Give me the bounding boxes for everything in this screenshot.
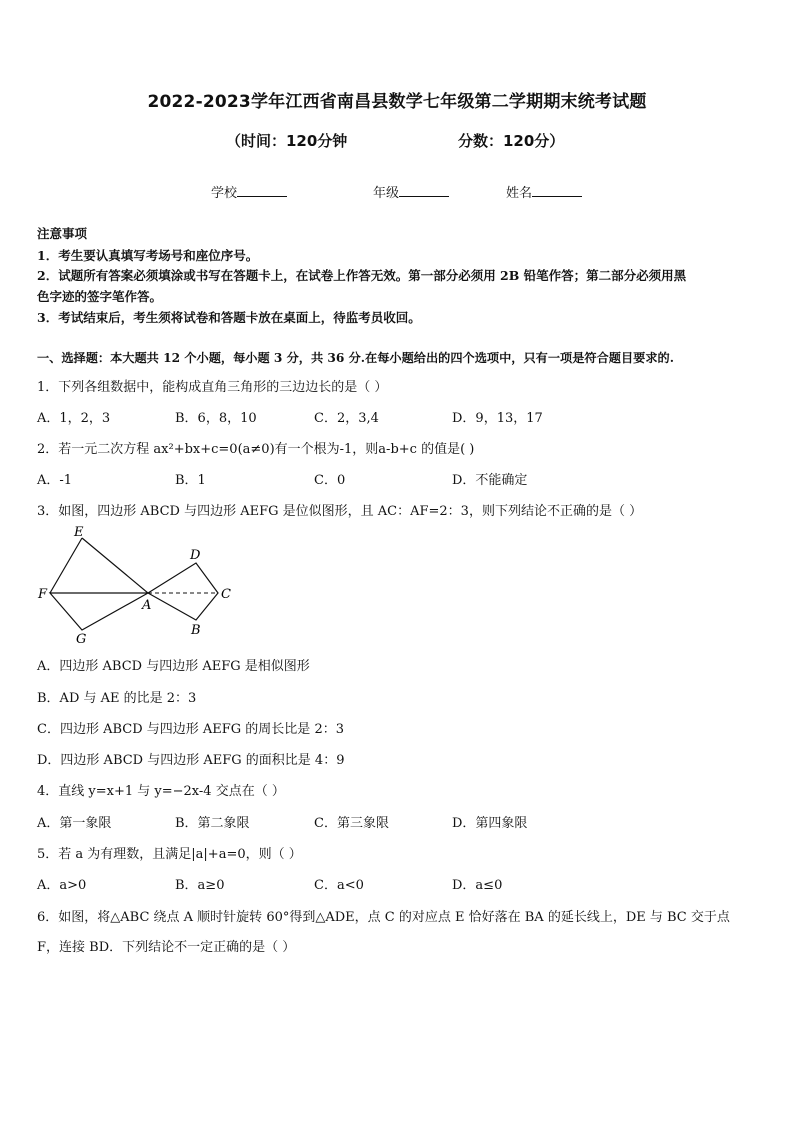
q1-option-b: B．6，8，10 [175, 411, 257, 426]
quad-abcd [148, 563, 218, 620]
quad-aefg [50, 538, 148, 630]
exam-score: 分数：120分） [458, 132, 565, 150]
segment-ef [50, 538, 82, 593]
q3-option-d: D．四边形 ABCD 与四边形 AEFG 的面积比是 4：9 [37, 753, 345, 768]
q5-option-a: A．a>0 [37, 878, 87, 893]
exam-time: （时间：120分钟 [226, 132, 348, 150]
q4-option-b: B．第二象限 [175, 816, 250, 831]
q4-option-a: A．第一象限 [37, 816, 112, 831]
question-3-stem: 3．如图，四边形 ABCD 与四边形 AEFG 是位似图形，且 AC：AF=2：3，则下列结论不正确的是（ ） [37, 504, 643, 519]
q1-option-a: A．1，2，3 [37, 411, 111, 426]
label-b: B [191, 623, 201, 638]
notice-item: 1．考生要认真填写考场号和座位序号。 [37, 248, 259, 263]
q1-option-d: D．9，13，17 [452, 411, 543, 426]
q3-option-c: C．四边形 ABCD 与四边形 AEFG 的周长比是 2：3 [37, 722, 344, 737]
name-label: 姓名 [506, 186, 533, 201]
question-5-stem: 5．若 a 为有理数，且满足|a|+a=0，则（ ） [37, 847, 302, 862]
exam-title: 2022-2023学年江西省南昌县数学七年级第二学期期末统考试题 [147, 92, 647, 112]
label-e: E [74, 525, 84, 540]
grade-field [373, 182, 449, 201]
q4-option-d: D．第四象限 [452, 816, 528, 831]
q5-option-d: D．a≤0 [452, 878, 503, 893]
q4-option-c: C．第三象限 [314, 816, 389, 831]
question-1-stem: 1．下列各组数据中，能构成直角三角形的三边边长的是（ ） [37, 380, 388, 395]
label-a: A [142, 598, 152, 613]
question-6-stem-continued: F，连接 BD．下列结论不一定正确的是（ ） [37, 940, 296, 955]
school-field [211, 182, 287, 201]
q2-option-a: A．-1 [37, 473, 73, 488]
label-d: D [190, 548, 201, 563]
school-label: 学校 [211, 186, 238, 201]
notice-heading: 注意事项 [37, 226, 88, 241]
question-4-stem: 4．直线 y=x+1 与 y=−2x-4 交点在（ ） [37, 784, 285, 799]
notice-item: 3．考试结束后，考生须将试卷和答题卡放在桌面上，待监考员收回。 [37, 310, 421, 325]
q3-option-b: B．AD 与 AE 的比是 2：3 [37, 691, 197, 706]
q1-option-c: C．2，3,4 [314, 411, 379, 426]
q2-option-c: C．0 [314, 473, 346, 488]
q2-option-b: B．1 [175, 473, 206, 488]
school-blank [237, 184, 287, 197]
notice-item: 色字迹的签字笔作答。 [37, 289, 163, 304]
q2-option-d: D．不能确定 [452, 473, 528, 488]
q5-option-c: C．a<0 [314, 878, 364, 893]
question-2-stem: 2．若一元二次方程 ax²+bx+c=0(a≠0)有一个根为-1，则a-b+c 的值是( ) [37, 442, 475, 457]
name-blank [532, 184, 582, 197]
name-field [506, 182, 582, 201]
q3-option-a: A．四边形 ABCD 与四边形 AEFG 是相似图形 [37, 659, 310, 674]
grade-blank [399, 184, 449, 197]
label-c: C [221, 587, 231, 602]
question-6-stem: 6．如图，将△ABC 绕点 A 顺时针旋转 60°得到△ADE，点 C 的对应点 E 恰好落在 BA 的延长线上，DE 与 BC 交于点 [37, 910, 730, 925]
label-f: F [38, 587, 48, 602]
label-g: G [76, 632, 87, 647]
notice-item: 2．试题所有答案必须填涂或书写在答题卡上，在试卷上作答无效。第一部分必须用 2B 铅笔作答；第二部分必须用黑 [37, 268, 687, 283]
similar-figures-diagram [30, 518, 240, 648]
grade-label: 年级 [373, 186, 400, 201]
section-heading: 一、选择题：本大题共 12 个小题，每小题 3 分，共 36 分.在每小题给出的四个选项中，只有一项是符合题目要求的. [37, 351, 674, 365]
q5-option-b: B．a≥0 [175, 878, 225, 893]
